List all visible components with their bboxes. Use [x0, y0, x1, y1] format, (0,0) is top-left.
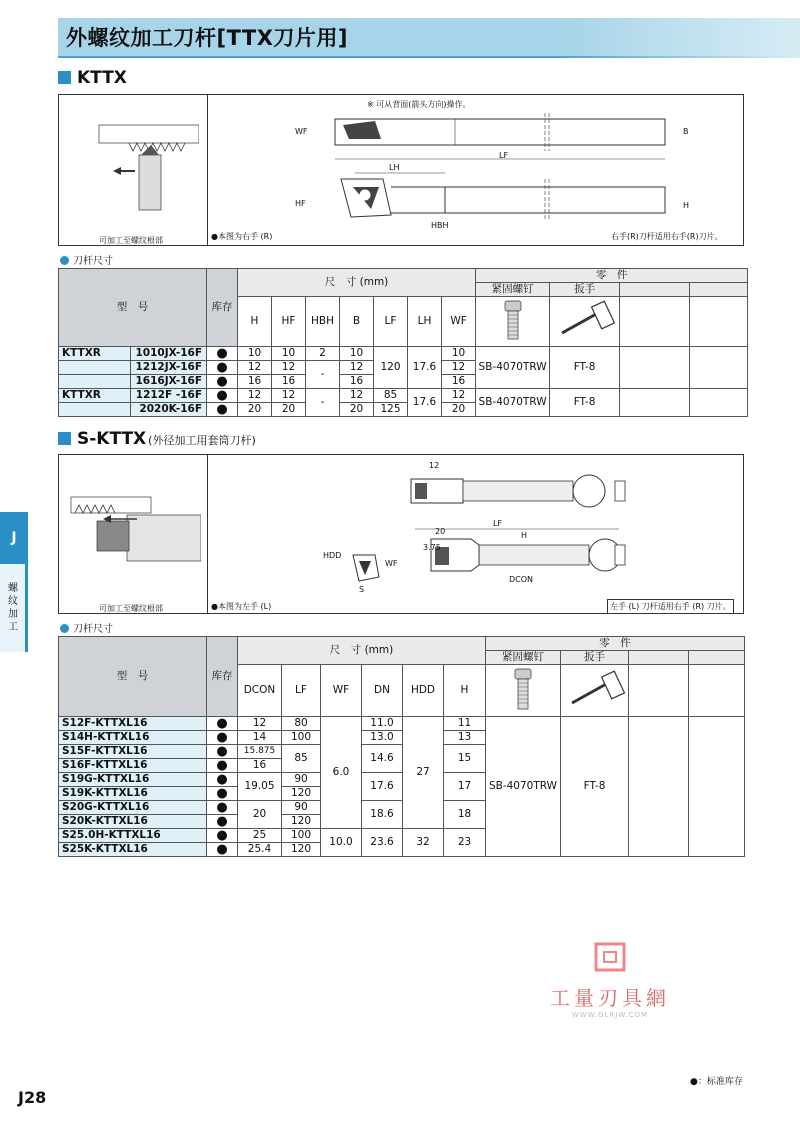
- cell-dn: 17.6: [362, 773, 403, 801]
- cell-h: 12: [238, 361, 272, 375]
- stock-dot: ●: [207, 773, 238, 787]
- stock-dot: ●: [207, 375, 238, 389]
- side-tab-label-box: [0, 564, 28, 652]
- cell-dn: 18.6: [362, 801, 403, 829]
- watermark-url: WWW.GLRJW.COM: [571, 1011, 649, 1019]
- kttx-note-left: ●本图为右手 (R): [211, 232, 273, 241]
- header-fade: [560, 18, 800, 58]
- dim-hbh-label: HBH: [431, 221, 449, 230]
- cell-wrench: FT-8: [561, 717, 629, 857]
- cell-h: 10: [238, 347, 272, 361]
- cell-h: 11: [444, 717, 486, 731]
- cell-h: 20: [238, 403, 272, 417]
- cell-lf: 100: [282, 829, 321, 843]
- kttx-dimension-drawing: [295, 109, 675, 235]
- th-col: LH: [408, 297, 442, 347]
- table-model: S14H-KTTXL16: [59, 731, 207, 745]
- cell-lf: 85: [374, 389, 408, 403]
- stock-dot: ●: [207, 801, 238, 815]
- cell-hbh: -: [306, 361, 340, 389]
- watermark-text: 工量刃具網: [550, 986, 670, 1010]
- stock-legend: ●：标准库存: [690, 1077, 743, 1087]
- cell-wf: 10.0: [321, 829, 362, 857]
- cell-dcon: 16: [238, 759, 282, 773]
- th-model: 型 号: [59, 637, 207, 717]
- cell-lf: 120: [374, 347, 408, 389]
- stock-dot: ●: [207, 403, 238, 417]
- th-col: LF: [374, 297, 408, 347]
- cell-lh: 17.6: [408, 347, 442, 389]
- th-stock: 库存: [207, 637, 238, 717]
- stock-dot: ●: [207, 389, 238, 403]
- table-model: S19K-KTTXL16: [59, 787, 207, 801]
- dim-12-label: 12: [429, 461, 440, 470]
- side-tab-letter: J: [0, 512, 28, 564]
- cell-lf: 80: [282, 717, 321, 731]
- stock-dot: ●: [207, 787, 238, 801]
- skttx-figure: [58, 454, 744, 614]
- cell-lf: 125: [374, 403, 408, 417]
- cell-lf: 100: [282, 731, 321, 745]
- cell-b: 20: [340, 403, 374, 417]
- stock-dot: ●: [207, 759, 238, 773]
- side-tab-label: 螺纹加工: [8, 583, 18, 633]
- table-model: S16F-KTTXL16: [59, 759, 207, 773]
- watermark-logo-icon: [594, 940, 628, 974]
- cell-wf: 6.0: [321, 717, 362, 829]
- thread-illustration-icon: [69, 115, 199, 215]
- dim-20-label: 20: [435, 527, 446, 536]
- cell-hdd: 27: [403, 717, 444, 829]
- cell-lf: 85: [282, 745, 321, 773]
- table-model: S20K-KTTXL16: [59, 815, 207, 829]
- kttx-figure: [58, 94, 744, 246]
- section-title-kttx: KTTX: [58, 68, 127, 88]
- cell-dn: 11.0: [362, 717, 403, 731]
- cell-b: 12: [340, 361, 374, 375]
- cell-dcon: 12: [238, 717, 282, 731]
- cell-h: 13: [444, 731, 486, 745]
- dim-lf-label: LF: [499, 151, 509, 160]
- table-model: S12F-KTTXL16: [59, 717, 207, 731]
- wrench-icon: [554, 299, 616, 341]
- sleeve-illustration-icon: [67, 491, 201, 581]
- cell-lf: 90: [282, 773, 321, 787]
- bullet-dot-icon: [60, 256, 69, 265]
- cell-wf: 12: [442, 361, 476, 375]
- th-col: HDD: [403, 665, 444, 717]
- stock-dot: ●: [207, 843, 238, 857]
- cell-dn: 23.6: [362, 829, 403, 857]
- cell-lf: 120: [282, 815, 321, 829]
- cell-h: 16: [238, 375, 272, 389]
- cell-dcon: 15.875: [238, 745, 282, 759]
- stock-dot: ●: [207, 347, 238, 361]
- screw-icon: [498, 299, 528, 341]
- table-series: KTTXR: [59, 347, 131, 361]
- dim-h-label: H: [521, 531, 528, 540]
- stock-dot: ●: [207, 717, 238, 731]
- figure-divider: [207, 95, 208, 245]
- cell-dn: 13.0: [362, 731, 403, 745]
- cell-lf: 90: [282, 801, 321, 815]
- stock-dot: ●: [207, 731, 238, 745]
- table-model: 1616JX-16F: [131, 375, 207, 389]
- bullet-dot-icon: [60, 624, 69, 633]
- th-wrench: 扳手: [550, 283, 620, 297]
- cell-b: 16: [340, 375, 374, 389]
- cell-screw: SB-4070TRW: [476, 389, 550, 417]
- dim-lh-label: LH: [389, 163, 400, 172]
- dim-b-label: B: [683, 127, 689, 136]
- cell-dcon: 25: [238, 829, 282, 843]
- cell-wrench: FT-8: [550, 347, 620, 389]
- cell-screw: SB-4070TRW: [486, 717, 561, 857]
- th-col: H: [238, 297, 272, 347]
- cell-dcon: 20: [238, 801, 282, 829]
- watermark: [540, 940, 680, 1020]
- th-dims: 尺 寸 (mm): [238, 637, 486, 665]
- stock-dot: ●: [207, 745, 238, 759]
- th-col: WF: [321, 665, 362, 717]
- cell-b: 12: [340, 389, 374, 403]
- cell-h: 17: [444, 773, 486, 801]
- cell-h: 15: [444, 745, 486, 773]
- wrench-image: [550, 297, 620, 347]
- skttx-note-left: ●本图为左手 (L): [211, 602, 272, 611]
- skttx-left-caption: 可加工至螺纹根部: [99, 604, 163, 613]
- table-model: 1212JX-16F: [131, 361, 207, 375]
- cell-dn: 14.6: [362, 745, 403, 773]
- th-col: H: [444, 665, 486, 717]
- skttx-subhead: 刀杆尺寸: [60, 620, 113, 635]
- cell-h: 18: [444, 801, 486, 829]
- dim-375-label: 3.75: [423, 543, 441, 552]
- cell-b: 10: [340, 347, 374, 361]
- cell-wf: 20: [442, 403, 476, 417]
- dim-wf-label: WF: [295, 127, 308, 136]
- table-series: [59, 361, 131, 375]
- cell-hf: 12: [272, 361, 306, 375]
- th-parts: 零 件: [476, 269, 748, 283]
- th-col: WF: [442, 297, 476, 347]
- th-col: HF: [272, 297, 306, 347]
- cell-hf: 10: [272, 347, 306, 361]
- table-model: 1010JX-16F: [131, 347, 207, 361]
- stock-dot: ●: [207, 829, 238, 843]
- dim-wf-label: WF: [385, 559, 398, 568]
- cell-wrench: FT-8: [550, 389, 620, 417]
- cell-dcon: 25.4: [238, 843, 282, 857]
- cell-h: 12: [238, 389, 272, 403]
- th-col: B: [340, 297, 374, 347]
- cell-screw: SB-4070TRW: [476, 347, 550, 389]
- table-model: S20G-KTTXL16: [59, 801, 207, 815]
- cell-lh: 17.6: [408, 389, 442, 417]
- dim-hf-label: HF: [295, 199, 306, 208]
- cell-h: 23: [444, 829, 486, 857]
- wrench-icon: [564, 667, 626, 711]
- th-col: DCON: [238, 665, 282, 717]
- page-title: 外螺纹加工刀杆[TTX刀片用]: [66, 26, 349, 50]
- cell-wf: 12: [442, 389, 476, 403]
- skttx-dimension-drawing: [319, 459, 649, 599]
- wrench-image: [561, 665, 629, 717]
- kttx-note-right: 右手(R)刀杆适用右手(R)刀片。: [611, 232, 723, 241]
- table-series: [59, 375, 131, 389]
- th-model: 型 号: [59, 269, 207, 347]
- table-model: S15F-KTTXL16: [59, 745, 207, 759]
- table-series: [59, 403, 131, 417]
- th-stock: 库存: [207, 269, 238, 347]
- cell-dcon: 14: [238, 731, 282, 745]
- th-parts: 零 件: [486, 637, 745, 651]
- cell-hbh: -: [306, 389, 340, 417]
- cell-hbh: 2: [306, 347, 340, 361]
- table-model: S19G-KTTXL16: [59, 773, 207, 787]
- section-square-icon: [58, 432, 71, 445]
- skttx-note-right: 左手 (L) 刀杆适用右手 (R) 刀片。: [607, 599, 734, 614]
- dim-hdd-label: HDD: [323, 551, 342, 560]
- table-model: S25.0H-KTTXL16: [59, 829, 207, 843]
- kttx-subhead: 刀杆尺寸: [60, 252, 113, 267]
- section-square-icon: [58, 71, 71, 84]
- kttx-note-top: ※ 可从背面(箭头方向)操作。: [367, 100, 471, 109]
- cell-hdd: 32: [403, 829, 444, 857]
- screw-image: [476, 297, 550, 347]
- cell-hf: 12: [272, 389, 306, 403]
- section-title-skttx: S-KTTX (外径加工用套筒刀杆): [58, 429, 256, 449]
- table-model: 2020K-16F: [131, 403, 207, 417]
- page-number: J28: [18, 1088, 47, 1107]
- screw-icon: [508, 667, 538, 711]
- cell-hf: 16: [272, 375, 306, 389]
- table-model: 1212F -16F: [131, 389, 207, 403]
- table-model: S25K-KTTXL16: [59, 843, 207, 857]
- cell-dcon: 19.05: [238, 773, 282, 801]
- th-screw: 紧固螺钉: [486, 651, 561, 665]
- th-col: DN: [362, 665, 403, 717]
- screw-image: [486, 665, 561, 717]
- figure-divider: [207, 455, 208, 613]
- cell-lf: 120: [282, 787, 321, 801]
- cell-wf: 10: [442, 347, 476, 361]
- th-col: HBH: [306, 297, 340, 347]
- skttx-spec-table: [58, 636, 745, 857]
- cell-wf: 16: [442, 375, 476, 389]
- th-col: LF: [282, 665, 321, 717]
- stock-dot: ●: [207, 361, 238, 375]
- kttx-left-caption: 可加工至螺纹根部: [99, 236, 163, 245]
- th-dims: 尺 寸 (mm): [238, 269, 476, 297]
- dim-s-label: S: [359, 585, 365, 594]
- dim-dcon-label: DCON: [509, 575, 534, 584]
- th-wrench: 扳手: [561, 651, 629, 665]
- stock-dot: ●: [207, 815, 238, 829]
- dim-h-label: H: [683, 201, 690, 210]
- table-series: KTTXR: [59, 389, 131, 403]
- th-screw: 紧固螺钉: [476, 283, 550, 297]
- dim-lf-label: LF: [493, 519, 503, 528]
- cell-lf: 120: [282, 843, 321, 857]
- cell-hf: 20: [272, 403, 306, 417]
- kttx-spec-table: [58, 268, 748, 417]
